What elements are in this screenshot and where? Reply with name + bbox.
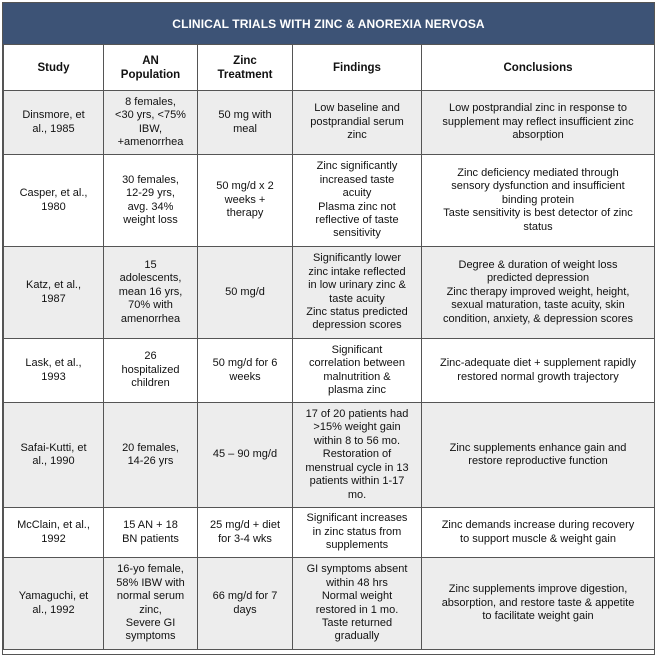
header-population: AN Population	[104, 45, 198, 91]
cell-treatment	[198, 508, 293, 558]
cell-text: Degree & duration of weight loss	[458, 258, 618, 271]
cell-text: postprandial serum	[310, 115, 404, 128]
cell-findings	[293, 508, 422, 558]
cell-text: McClain, et al.,	[17, 519, 90, 532]
cell-text: Taste sensitivity is best detector of zinc	[443, 207, 633, 220]
cell-text: 1987	[41, 292, 66, 305]
cell-text: al., 1992	[32, 603, 75, 616]
cell-study	[4, 403, 104, 508]
cell-text: reflective of taste	[315, 213, 399, 226]
cell-text: sensory dysfunction and insufficient	[451, 180, 625, 193]
cell-text: malnutrition &	[323, 370, 391, 383]
cell-population	[104, 91, 198, 155]
cell-text: avg. 34%	[127, 200, 174, 213]
cell-text: sexual maturation, taste acuity, skin	[451, 299, 625, 312]
cell-text: 50 mg/d	[225, 285, 265, 298]
cell-text: adolescents,	[119, 272, 182, 285]
cell-text: Casper, et al.,	[19, 187, 88, 200]
table-row	[4, 247, 655, 339]
cell-treatment	[198, 403, 293, 508]
cell-text: Normal weight	[321, 590, 393, 603]
cell-text: Zinc deficiency mediated through	[457, 166, 619, 179]
header-findings: Findings	[293, 45, 422, 91]
cell-text: 15	[144, 258, 157, 271]
cell-population	[104, 155, 198, 247]
cell-text: hospitalized	[121, 363, 180, 376]
cell-population	[104, 558, 198, 650]
header-conclusions: Conclusions	[422, 45, 655, 91]
cell-text: increased taste	[319, 173, 395, 186]
cell-text: Low baseline and	[314, 102, 400, 115]
cell-text: status	[523, 220, 553, 233]
cell-text: Significantly lower	[312, 252, 402, 265]
cell-population	[104, 508, 198, 558]
cell-text: menstrual cycle in 13	[305, 461, 409, 474]
cell-study	[4, 558, 104, 650]
cell-text: Zinc demands increase during recovery	[441, 519, 635, 532]
cell-findings	[293, 558, 422, 650]
cell-text: 50 mg/d x 2	[216, 180, 274, 193]
cell-text: 1993	[41, 370, 66, 383]
cell-text: absorption	[512, 129, 564, 142]
cell-text: +amenorrhea	[117, 135, 184, 148]
cell-text: Zinc-adequate diet + supplement rapidly	[440, 357, 636, 370]
cell-text: Safai-Kutti, et	[20, 441, 87, 454]
cell-study	[4, 508, 104, 558]
cell-text: Yamaguchi, et	[18, 590, 89, 603]
cell-text: 30 females,	[122, 173, 179, 186]
cell-text: predicted depression	[486, 272, 590, 285]
cell-text: Dinsmore, et	[22, 109, 85, 122]
cell-text: Zinc therapy improved weight, height,	[446, 285, 630, 298]
cell-text: 25 mg/d + diet	[209, 519, 281, 532]
cell-text: acuity	[342, 187, 372, 200]
table-row	[4, 91, 655, 155]
cell-study	[4, 155, 104, 247]
cell-text: Taste returned	[321, 616, 393, 629]
cell-text: Significant	[331, 343, 383, 356]
cell-text: symptoms	[125, 630, 176, 643]
cell-text: Low postprandial zinc in response to	[449, 102, 627, 115]
cell-text: days	[233, 603, 257, 616]
cell-text: 15 AN + 18	[123, 519, 178, 532]
cell-text: binding protein	[501, 193, 575, 206]
table-row	[4, 155, 655, 247]
cell-text: plasma zinc	[327, 383, 387, 396]
cell-text: Zinc supplements enhance gain and	[449, 441, 627, 454]
cell-text: weeks +	[224, 193, 266, 206]
cell-text: mean 16 yrs,	[118, 285, 183, 298]
cell-text: to facilitate weight gain	[482, 610, 594, 623]
table-row	[4, 558, 655, 650]
cell-text: al., 1985	[32, 122, 75, 135]
cell-text: correlation between	[308, 357, 405, 370]
cell-treatment	[198, 247, 293, 339]
cell-findings	[293, 339, 422, 403]
cell-text: weeks	[229, 370, 261, 383]
cell-text: Zinc supplements improve digestion,	[448, 583, 628, 596]
cell-conclusions	[422, 91, 655, 155]
cell-text: 50 mg/d for 6	[212, 357, 278, 370]
cell-text: normal serum	[116, 590, 185, 603]
cell-text: 8 females,	[125, 95, 176, 108]
cell-text: Significant increases	[306, 512, 408, 525]
cell-conclusions	[422, 558, 655, 650]
cell-text: al., 1990	[32, 455, 75, 467]
cell-text: within 48 hrs	[326, 576, 388, 589]
cell-text: within 8 to 56 mo.	[313, 434, 401, 447]
table-row	[4, 403, 655, 508]
cell-text: gradually	[334, 630, 380, 643]
cell-text: 58% IBW with	[116, 576, 185, 589]
cell-text: 50 mg with	[218, 109, 272, 122]
cell-text: patients within 1-17	[309, 475, 405, 488]
title-bar	[3, 3, 654, 44]
cell-study	[4, 247, 104, 339]
cell-treatment	[198, 558, 293, 650]
cell-text: >15% weight gain	[313, 421, 401, 434]
cell-text: for 3-4 wks	[218, 532, 272, 545]
cell-text: in low urinary zinc &	[308, 279, 406, 292]
cell-findings	[293, 403, 422, 508]
cell-text: 20 females,	[122, 441, 179, 454]
cell-text: 1992	[41, 532, 66, 545]
cell-text: in zinc status from	[312, 525, 402, 538]
cell-text: 26	[144, 350, 157, 363]
cell-study	[4, 91, 104, 155]
cell-text: 17 of 20 patients had	[305, 408, 409, 421]
cell-text: zinc intake reflected	[308, 265, 406, 278]
cell-population	[104, 403, 198, 508]
table-row	[4, 339, 655, 403]
cell-text: absorption, and restore taste & appetite	[441, 596, 635, 609]
cell-text: sensitivity	[333, 227, 381, 240]
cell-text: 12-29 yrs,	[126, 187, 175, 200]
header-row	[4, 45, 655, 91]
cell-text: restored in 1 mo.	[315, 603, 399, 616]
cell-conclusions	[422, 403, 655, 508]
cell-text: Plasma zinc not	[318, 200, 396, 213]
cell-findings	[293, 247, 422, 339]
header-treatment: Zinc Treatment	[198, 45, 293, 91]
cell-text: depression scores	[312, 319, 402, 332]
cell-text: therapy	[226, 207, 264, 220]
cell-text: children	[131, 377, 170, 390]
cell-conclusions	[422, 155, 655, 247]
cell-text: amenorrhea	[120, 312, 181, 325]
cell-text: GI symptoms absent	[306, 563, 408, 576]
cell-text: restore reproductive function	[468, 455, 608, 467]
table-row	[4, 508, 655, 558]
cell-text: <30 yrs, <75%	[115, 109, 186, 122]
cell-text: taste acuity	[329, 292, 385, 305]
cell-text: Katz, et al.,	[25, 279, 82, 292]
cell-text: restored normal growth trajectory	[457, 370, 619, 383]
cell-population	[104, 247, 198, 339]
table-title: CLINICAL TRIALS WITH ZINC & ANOREXIA NERVOSA	[172, 16, 485, 31]
cell-text: zinc,	[139, 603, 162, 616]
cell-text: 14-26 yrs	[127, 455, 174, 467]
cell-text: IBW,	[138, 122, 163, 135]
cell-text: condition, anxiety, & depression scores	[443, 312, 633, 325]
cell-text: mo.	[347, 488, 367, 501]
cell-text: 66 mg/d for 7	[212, 590, 278, 603]
cell-text: 70% with	[128, 299, 173, 312]
cell-conclusions	[422, 339, 655, 403]
cell-treatment	[198, 339, 293, 403]
cell-text: 1980	[41, 200, 66, 213]
cell-text: 45 – 90 mg/d	[212, 448, 278, 461]
cell-text: BN patients	[122, 532, 179, 545]
cell-text: supplement may reflect insufficient zinc	[442, 115, 634, 128]
cell-text: Severe GI	[125, 616, 176, 629]
cell-text: Zinc significantly	[316, 160, 398, 173]
cell-text: weight loss	[123, 213, 178, 226]
cell-findings	[293, 155, 422, 247]
trials-table	[3, 44, 655, 650]
cell-text: 16-yo female,	[117, 563, 184, 576]
trials-table-frame	[2, 2, 655, 655]
cell-text: meal	[233, 122, 257, 135]
cell-text: zinc	[347, 129, 367, 142]
cell-text: Zinc status predicted	[306, 305, 408, 318]
cell-text: Restoration of	[322, 448, 392, 461]
cell-conclusions	[422, 508, 655, 558]
cell-text: to support muscle & weight gain	[460, 532, 616, 545]
cell-treatment	[198, 91, 293, 155]
header-study: Study	[4, 45, 104, 91]
cell-text: Lask, et al.,	[25, 357, 82, 370]
cell-text: supplements	[325, 539, 389, 552]
cell-treatment	[198, 155, 293, 247]
cell-findings	[293, 91, 422, 155]
cell-study	[4, 339, 104, 403]
cell-conclusions	[422, 247, 655, 339]
cell-population	[104, 339, 198, 403]
